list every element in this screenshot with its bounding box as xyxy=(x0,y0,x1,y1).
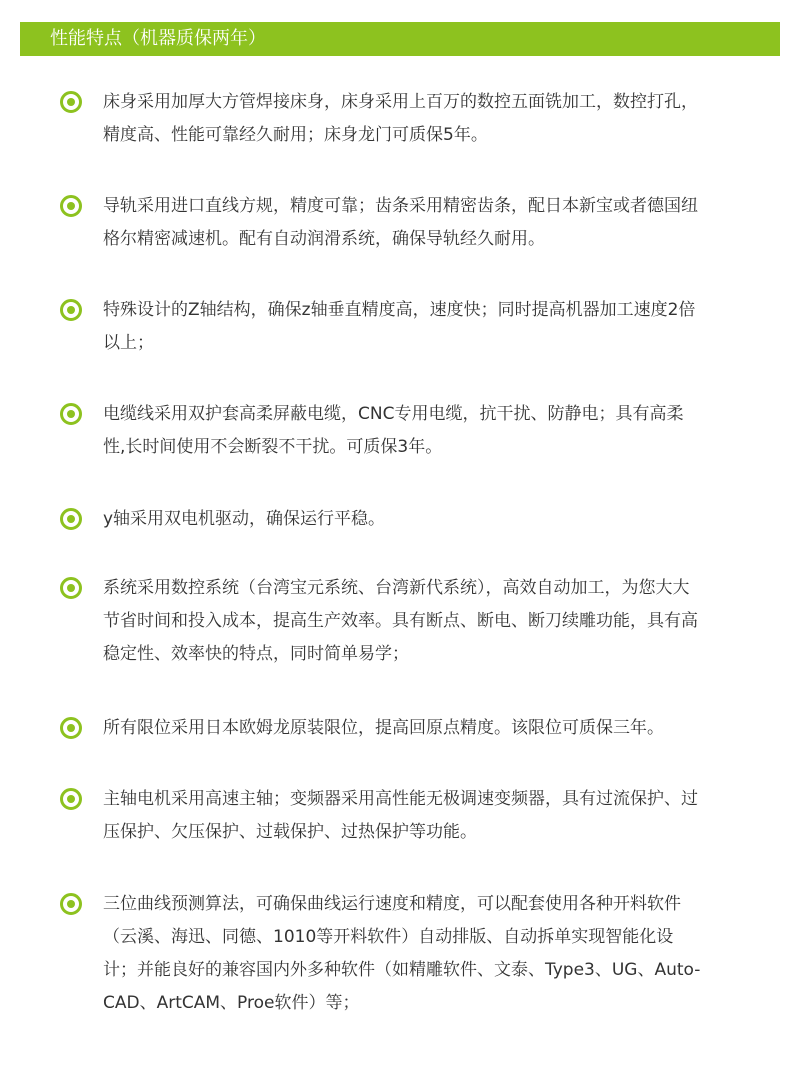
feature-text: 系统采用数控系统（台湾宝元系统、台湾新代系统），高效自动加工，为您大大 节省时间和投入成本，提高生产效率。具有断点、断电、断刀续雕功能，具有高 稳定性、效率快的特点，同时简单易学； xyxy=(103,578,698,664)
feature-text: 主轴电机采用高速主轴；变频器采用高性能无极调速变频器，具有过流保护、过 压保护、欠压保护、过载保护、过热保护等功能。 xyxy=(103,789,698,842)
feature-text: 所有限位采用日本欧姆龙原装限位，提高回原点精度。该限位可质保三年。 xyxy=(103,718,664,738)
green-ring-dot-icon xyxy=(60,195,82,217)
green-ring-dot-icon xyxy=(60,91,82,113)
green-ring-dot-icon xyxy=(60,717,82,739)
feature-text: 导轨采用进口直线方规，精度可靠；齿条采用精密齿条，配日本新宝或者德国纽 格尔精密减速机。配有自动润滑系统，确保导轨经久耐用。 xyxy=(103,196,698,249)
feature-text: 电缆线采用双护套高柔屏蔽电缆，CNC专用电缆，抗干扰、防静电；具有高柔 性,长时间使用不会断裂不干扰。可质保3年。 xyxy=(103,404,684,457)
feature-text: y轴采用双电机驱动，确保运行平稳。 xyxy=(103,509,386,529)
feature-text: 床身采用加厚大方管焊接床身，床身采用上百万的数控五面铣加工，数控打孔， 精度高、性能可靠经久耐用；床身龙门可质保5年。 xyxy=(103,92,698,145)
green-ring-dot-icon xyxy=(60,508,82,530)
feature-text: 三位曲线预测算法，可确保曲线运行速度和精度，可以配套使用各种开料软件 （云溪、海迅、同德、1010等开料软件）自动排版、自动拆单实现智能化设 计；并能良好的兼容国内外多种软件（如精雕软件、文泰、Type3、UG、Auto- CAD、ArtCAM、Proe软件）等； xyxy=(103,894,701,1013)
green-ring-dot-icon xyxy=(60,577,82,599)
green-ring-dot-icon xyxy=(60,299,82,321)
section-header xyxy=(20,22,780,56)
feature-text: 特殊设计的Z轴结构，确保z轴垂直精度高，速度快；同时提高机器加工速度2倍 以上； xyxy=(103,300,696,353)
green-ring-dot-icon xyxy=(60,788,82,810)
green-ring-dot-icon xyxy=(60,403,82,425)
section-title: 性能特点（机器质保两年） xyxy=(50,28,266,49)
green-ring-dot-icon xyxy=(60,893,82,915)
